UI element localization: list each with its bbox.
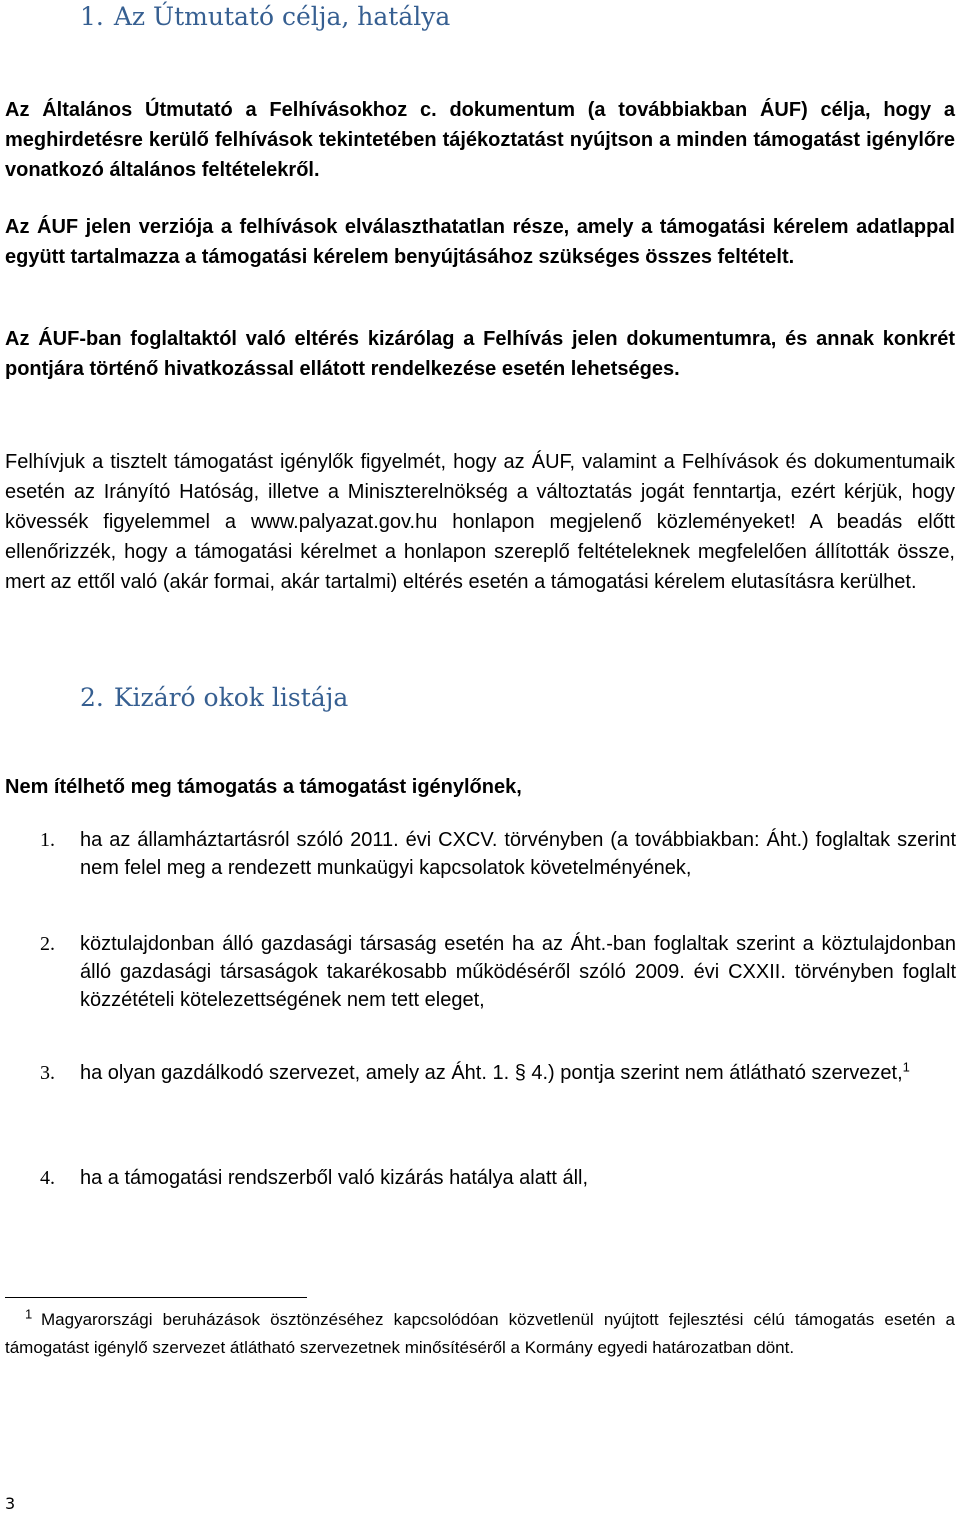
list-number-2: 2. xyxy=(40,933,55,955)
footnote xyxy=(5,1306,955,1362)
list-text-3-body: ha olyan gazdálkodó szervezet, amely az Áht. 1. § 4.) pontja szerint nem átlátható szervezet, xyxy=(80,1062,903,1084)
list-text-4: ha a támogatási rendszerből való kizárás hatálya alatt áll, xyxy=(80,1167,589,1189)
list-item-4 xyxy=(40,1164,956,1192)
list-number-1: 1. xyxy=(40,829,55,851)
list-number-3: 3. xyxy=(40,1062,55,1084)
list-text-1: ha az államháztartásról szóló 2011. évi CXCV. törvényben (a továbbiakban: Áht.) foglaltak szerint nem felel meg a rendezett munkaügyi kapcsolatok követelményének, xyxy=(80,829,956,879)
section-1-heading xyxy=(80,2,450,31)
footnote-marker: 1 xyxy=(25,1306,33,1322)
list-item-2 xyxy=(40,930,956,1014)
list-item-3 xyxy=(40,1059,956,1087)
intro-paragraph: Az Általános Útmutató a Felhívásokhoz c. dokumentum (a továbbiakban ÁUF) célja, hogy a meghirdetésre kerülő felhívások tekintetében tájékoztatást nyújtson a minden támogatást igénylőre vonatkozó általános feltételekről. xyxy=(5,99,955,181)
section-2-number: 2. xyxy=(80,683,104,712)
notice-paragraph: Felhívjuk a tisztelt támogatást igénylők figyelmét, hogy az ÁUF, valamint a Felhívások és dokumentumaik esetén az Irányító Hatóság, illetve a Miniszterelnökség a változtatás jogát fenntartja, ezért kérjük, hogy kövessék figyelemmel a www.palyazat.gov.hu honlapon megjelenő közleményeket! A beadás előtt ellenőrizzék, hogy a támogatási kérelmet a honlapon szereplő feltételeknek megfelelően állították össze, mert az ettől való (akár formai, akár tartalmi) eltérés esetén a támogatási kérelem elutasításra kerülhet. xyxy=(5,451,955,593)
footnote-reference[interactable]: 1 xyxy=(902,1059,910,1075)
section-2-title: Kizáró okok listája xyxy=(113,683,349,712)
page-number: 3 xyxy=(5,1494,16,1513)
footnote-text: Magyarországi beruházások ösztönzéséhez kapcsolódóan közvetlenül nyújtott fejlesztési célú támogatás esetén a támogatást igénylő szervezet átlátható szervezetnek minősítéséről a Kormány egyedi határozatban dönt. xyxy=(5,1310,955,1357)
section-2-heading xyxy=(80,683,348,712)
list-number-4: 4. xyxy=(40,1167,55,1189)
section-1-title: Az Útmutató célja, hatálya xyxy=(113,2,451,31)
exclusion-intro: Nem ítélhető meg támogatás a támogatást igénylőnek, xyxy=(5,776,522,798)
section-1-number: 1. xyxy=(80,2,104,31)
list-text-3 xyxy=(80,1059,956,1087)
version-paragraph: Az ÁUF jelen verziója a felhívások elválaszthatatlan része, amely a támogatási kérelem adatlappal együtt tartalmazza a támogatási kérelem benyújtásához szükséges összes feltételt. xyxy=(5,216,955,268)
footnote-separator xyxy=(5,1297,307,1298)
list-item-1 xyxy=(40,826,956,882)
deviation-paragraph: Az ÁUF-ban foglaltaktól való eltérés kizárólag a Felhívás jelen dokumentumra, és annak konkrét pontjára történő hivatkozással ellátott rendelkezése esetén lehetséges. xyxy=(5,328,955,380)
list-text-2: köztulajdonban álló gazdasági társaság esetén ha az Áht.-ban foglaltak szerint a köztulajdonban álló gazdasági társaságok takarékosabb működéséről szóló 2009. évi CXXII. törvényben foglalt közzétételi kötelezettségének nem tett eleget, xyxy=(80,933,956,1011)
